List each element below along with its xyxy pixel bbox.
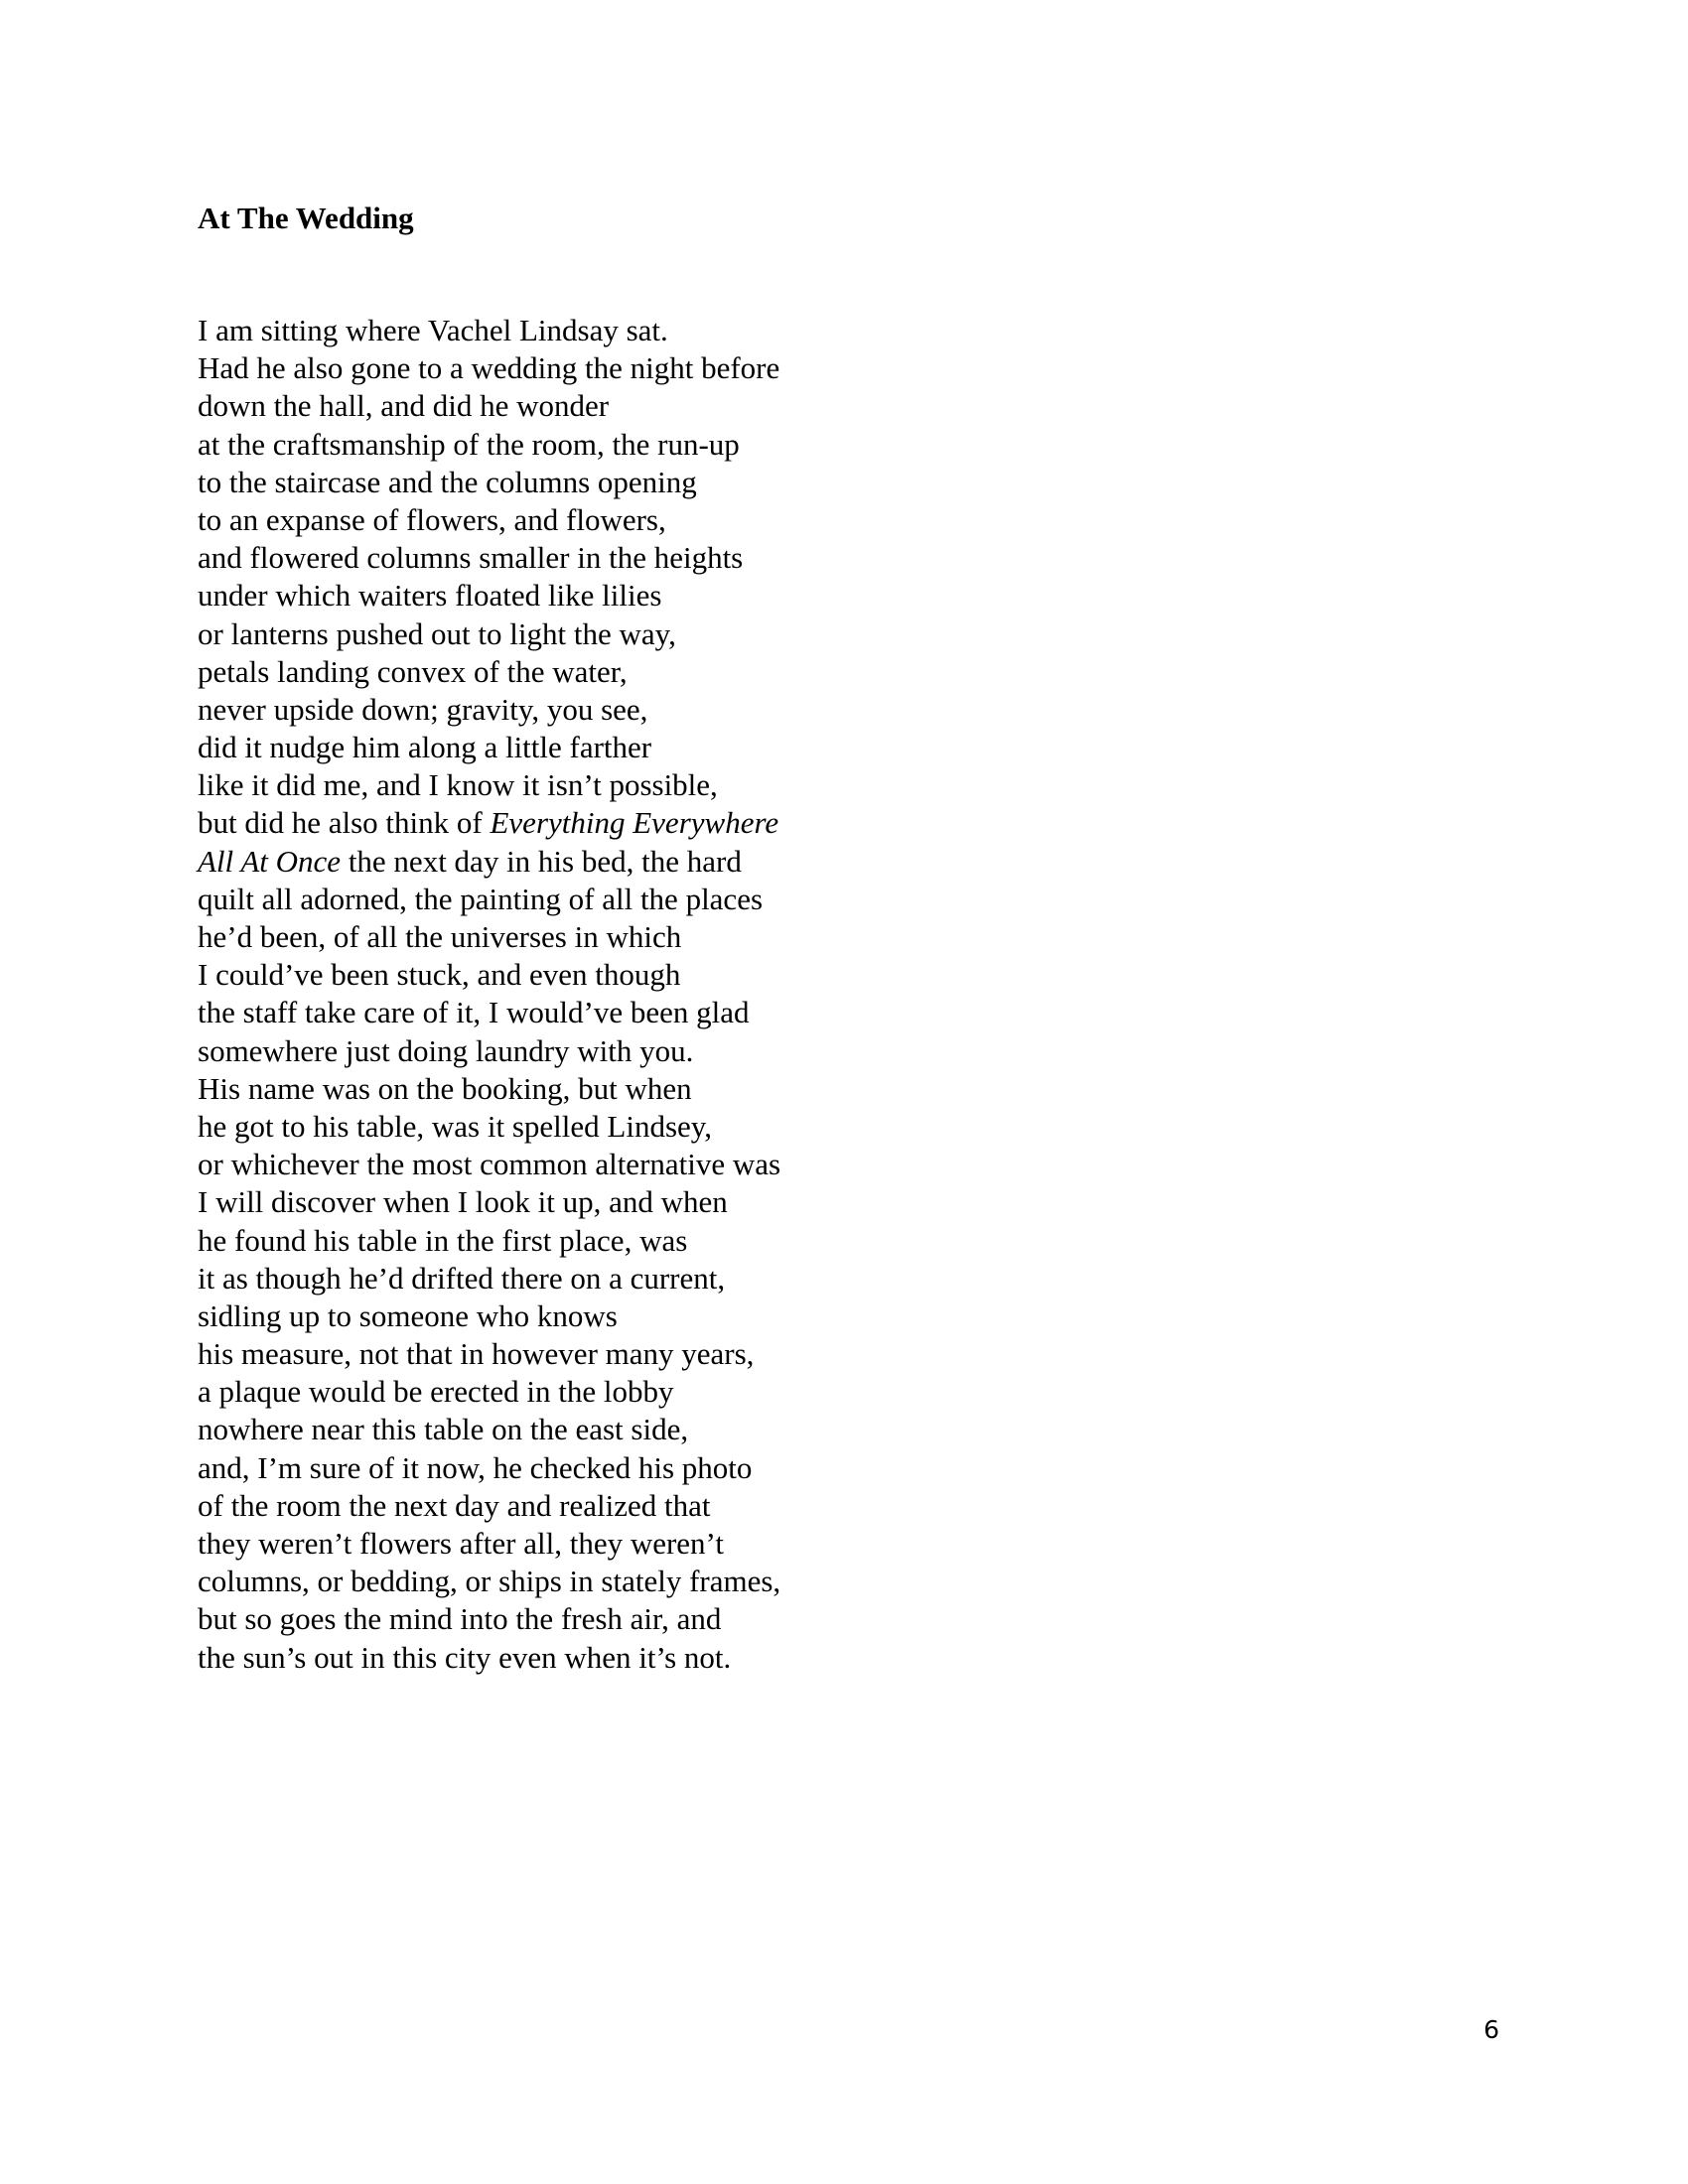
poem-line-segment: columns, or bedding, or ships in stately frames, bbox=[198, 1564, 781, 1599]
poem-line-segment: down the hall, and did he wonder bbox=[198, 388, 610, 424]
poem-line-segment: I am sitting where Vachel Lindsay sat. bbox=[198, 313, 668, 347]
poem-line-segment: to an expanse of flowers, and flowers, bbox=[198, 501, 666, 537]
poem-line-segment: petals landing convex of the water, bbox=[198, 653, 628, 689]
poem-line bbox=[198, 1487, 780, 1525]
poem-line bbox=[198, 1032, 780, 1070]
poem-line bbox=[198, 312, 780, 349]
poem-line bbox=[198, 1563, 780, 1600]
poem-line-segment: it as though he’d drifted there on a current, bbox=[198, 1260, 726, 1296]
poem-line bbox=[198, 464, 780, 501]
poem-line-segment: sidling up to someone who knows bbox=[198, 1297, 618, 1333]
poem-line-segment: he found his table in the first place, was bbox=[198, 1222, 688, 1258]
poem-line-segment: under which waiters floated like lilies bbox=[198, 578, 662, 614]
poem-line-segment: to the staircase and the columns opening bbox=[198, 464, 697, 499]
poem-line-segment: but did he also think of bbox=[198, 805, 491, 841]
poem-line bbox=[198, 1183, 780, 1221]
poem-line-segment: but so goes the mind into the fresh air, and bbox=[198, 1601, 722, 1637]
poem-line-segment: I will discover when I look it up, and when bbox=[198, 1184, 728, 1220]
poem-line-segment: the staff take care of it, I would’ve been glad bbox=[198, 995, 750, 1030]
poem-line-segment: or whichever the most common alternative was bbox=[198, 1147, 781, 1182]
poem-line bbox=[198, 1260, 780, 1297]
poem-line bbox=[198, 1373, 780, 1411]
poem-line bbox=[198, 691, 780, 729]
poem-line bbox=[198, 426, 780, 464]
poem-line bbox=[198, 1525, 780, 1563]
poem-line bbox=[198, 843, 780, 881]
poem-line bbox=[198, 615, 780, 653]
poem-line-segment: he got to his table, was it spelled Lindsey, bbox=[198, 1108, 713, 1144]
poem-line bbox=[198, 1449, 780, 1487]
poem-line bbox=[198, 881, 780, 918]
poem-line-segment: did it nudge him along a little farther bbox=[198, 730, 652, 765]
poem-line bbox=[198, 1108, 780, 1146]
poem-body bbox=[198, 312, 780, 1677]
poem-line-segment: or lanterns pushed out to light the way, bbox=[198, 615, 676, 651]
poem-line-segment: and, I’m sure of it now, he checked his photo bbox=[198, 1449, 753, 1485]
poem-line-segment: his measure, not that in however many years, bbox=[198, 1336, 755, 1372]
poem-line-segment: and flowered columns smaller in the heights bbox=[198, 540, 744, 576]
poem-line bbox=[198, 729, 780, 766]
poem-line-italic-segment: All At Once bbox=[198, 843, 342, 879]
poem-line bbox=[198, 1639, 780, 1677]
poem-line bbox=[198, 653, 780, 691]
poem-line-segment: the next day in his bed, the hard bbox=[341, 843, 742, 879]
poem-line-italic-segment: Everything Everywhere bbox=[490, 805, 779, 841]
poem-line bbox=[198, 1411, 780, 1448]
poem-line-segment: somewhere just doing laundry with you. bbox=[198, 1032, 694, 1068]
poem-line-segment: nowhere near this table on the east side, bbox=[198, 1412, 689, 1447]
poem-line-segment: never upside down; gravity, you see, bbox=[198, 691, 648, 727]
poem-line-segment: the sun’s out in this city even when it’s not. bbox=[198, 1639, 732, 1675]
poem-line bbox=[198, 956, 780, 994]
poem-line bbox=[198, 501, 780, 539]
poem-line-segment: he’d been, of all the universes in which bbox=[198, 919, 682, 954]
poem-line bbox=[198, 1146, 780, 1183]
poem-line-segment: a plaque would be erected in the lobby bbox=[198, 1374, 674, 1410]
poem-line bbox=[198, 539, 780, 577]
poem-line bbox=[198, 766, 780, 804]
poem-line bbox=[198, 804, 780, 842]
poem-line bbox=[198, 1222, 780, 1260]
poem-line-segment: I could’ve been stuck, and even though bbox=[198, 957, 681, 993]
poem-line-segment: at the craftsmanship of the room, the run-up bbox=[198, 426, 740, 462]
poem-line bbox=[198, 1297, 780, 1335]
poem-line-segment: like it did me, and I know it isn’t possible, bbox=[198, 767, 718, 803]
poem-line bbox=[198, 577, 780, 614]
poem-line-segment: of the room the next day and realized that bbox=[198, 1487, 711, 1523]
poem-line bbox=[198, 1335, 780, 1373]
poem-line bbox=[198, 387, 780, 425]
poem-line bbox=[198, 918, 780, 956]
poem-line bbox=[198, 1600, 780, 1638]
poem-line bbox=[198, 994, 780, 1031]
poem-title: At The Wedding bbox=[198, 201, 414, 235]
poem-line-segment: His name was on the booking, but when bbox=[198, 1070, 692, 1106]
poem-line-segment: they weren’t flowers after all, they weren’t bbox=[198, 1526, 724, 1561]
poem-line-segment: Had he also gone to a wedding the night before bbox=[198, 350, 780, 386]
poem-line-segment: quilt all adorned, the painting of all the places bbox=[198, 881, 764, 916]
page-number: 6 bbox=[1483, 2015, 1499, 2044]
poem-line bbox=[198, 349, 780, 387]
poem-line bbox=[198, 1070, 780, 1108]
